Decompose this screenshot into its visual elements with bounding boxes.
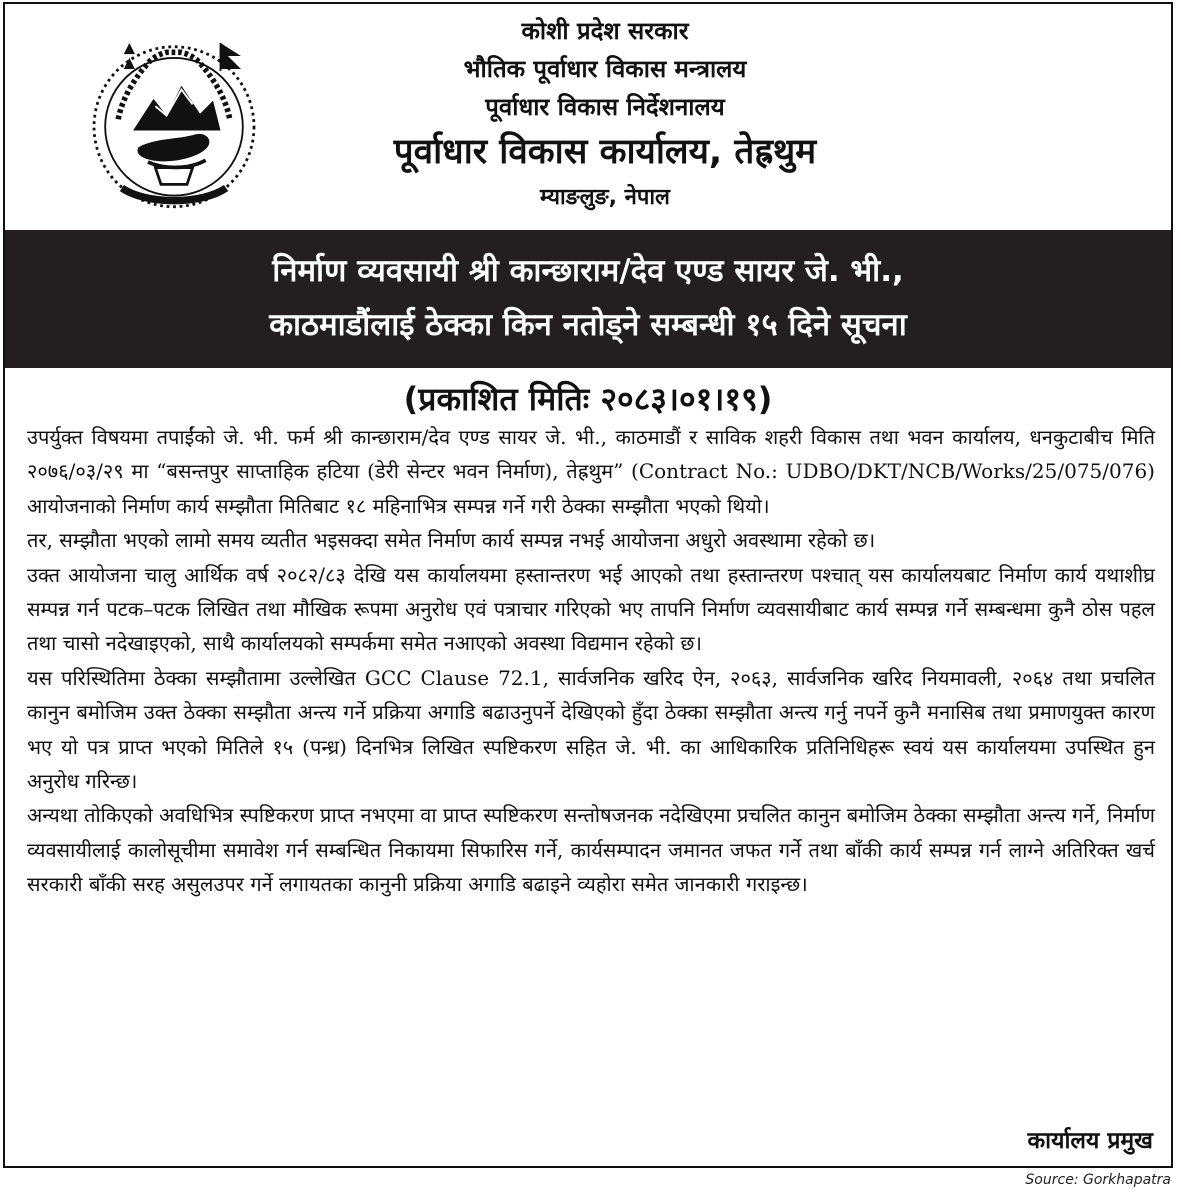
office-location: म्याङलुङ, नेपाल <box>540 185 670 210</box>
signature-office-chief: कार्यालय प्रमुख <box>1027 1128 1153 1154</box>
notice-title-line-2: काठमाडौंलाई ठेक्का किन नतोड्ने सम्बन्धी १५ दिने सूचना <box>269 307 907 343</box>
paragraph: उपर्युक्त विषयमा तपाईंको जे. भी. फर्म श्री कान्छाराम/देव एण्ड सायर जे. भी., काठमाडौं र साविक शहरी विकास तथा भवन कार्यालय, धनकुटाबीच मिति २०७६/०३/२९ मा “बसन्तपुर साप्ताहिक हटिया (डेरी सेन्टर भवन निर्माण), तेह्रथुम” (Contract No.: UDBO/DKT/NCB/Works/25/075/076) आयोजनाको निर्माण कार्य सम्झौता मितिबाट १८ महिनाभित्र सम्पन्न गर्ने गरी ठेक्का सम्झौता भएको थियो। <box>27 425 1155 518</box>
office-name: पूर्वाधार विकास कार्यालय, तेह्रथुम <box>393 132 817 172</box>
publication-date: (प्रकाशित मितिः २०८३।०१।१९) <box>403 380 773 418</box>
nepal-emblem-icon <box>81 30 267 216</box>
notice-body <box>27 420 1155 902</box>
directorate-name: पूर्वाधार विकास निर्देशनालय <box>485 93 725 121</box>
paragraph: उक्त आयोजना चालु आर्थिक वर्ष २०८२/८३ देखि यस कार्यालयमा हस्तान्तरण भई आएको तथा हस्तान्तरण पश्चात् यस कार्यालयबाट निर्माण कार्य यथाशीघ्र सम्पन्न गर्न पटक–पटक लिखित तथा मौखिक रूपमा अनुरोध एवं पत्राचार गरिएको भए तापनि निर्माण व्यवसायीबाट कार्य सम्पन्न गर्ने सम्बन्धमा कुनै ठोस पहल तथा चासो नदेखाइएको, साथै कार्यालयको सम्पर्कमा समेत नआएको अवस्था विद्यमान रहेको छ। <box>27 562 1155 656</box>
paragraph: अन्यथा तोकिएको अवधिभित्र स्पष्टिकरण प्राप्त नभएमा वा प्राप्त स्पष्टिकरण सन्तोषजनक नदेखिएमा प्रचलित कानुन बमोजिम ठेक्का सम्झौता अन्त्य गर्ने, निर्माण व्यवसायीलाई कालोसूचीमा समावेश गर्न सम्बन्धित निकायमा सिफारिस गर्ने, कार्यसम्पादन जमानत जफत गर्ने तथा बाँकी कार्य सम्पन्न गर्न लाग्ने अतिरिक्त खर्च सरकारी बाँकी सरह असुलउपर गर्ने लगायतका कानुनी प्रक्रिया अगाडि बढाइने व्यहोरा समेत जानकारी गराइन्छ। <box>27 803 1155 897</box>
office-heading <box>305 12 905 218</box>
notice-title-banner <box>5 230 1171 368</box>
notice-frame <box>3 2 1173 1168</box>
notice-title-line-1: निर्माण व्यवसायी श्री कान्छाराम/देव एण्ड सायर जे. भी., <box>272 253 904 289</box>
paragraph: यस परिस्थितिमा ठेक्का सम्झौतामा उल्लेखित GCC Clause 72.1, सार्वजनिक खरिद ऐन, २०६३, सार्वजनिक खरिद नियमावली, २०६४ तथा प्रचलित कानुन बमोजिम उक्त ठेक्का सम्झौता अन्त्य गर्ने प्रक्रिया अगाडि बढाउनुपर्ने देखिएको हुँदा ठेक्का सम्झौता अन्त्य गर्नु नपर्ने कुनै मनासिब तथा प्रमाणयुक्त कारण भए यो पत्र प्राप्त भएको मितिले १५ (पन्ध्र) दिनभित्र लिखित स्पष्टिकरण सहित जे. भी. का आधिकारिक प्रतिनिधिहरू स्वयं यस कार्यालयमा उपस्थित हुन अनुरोध गरिन्छ। <box>27 665 1155 794</box>
notice-header <box>5 4 1171 230</box>
ministry-name: भौतिक पूर्वाधार विकास मन्त्रालय <box>463 55 747 83</box>
source-credit: Source: Gorkhapatra <box>1025 1172 1171 1188</box>
government-name: कोशी प्रदेश सरकार <box>521 17 689 45</box>
paragraph: तर, सम्झौता भएको लामो समय व्यतीत भइसक्दा समेत निर्माण कार्य सम्पन्न नभई आयोजना अधुरो अवस्थामा रहेको छ। <box>27 528 876 553</box>
